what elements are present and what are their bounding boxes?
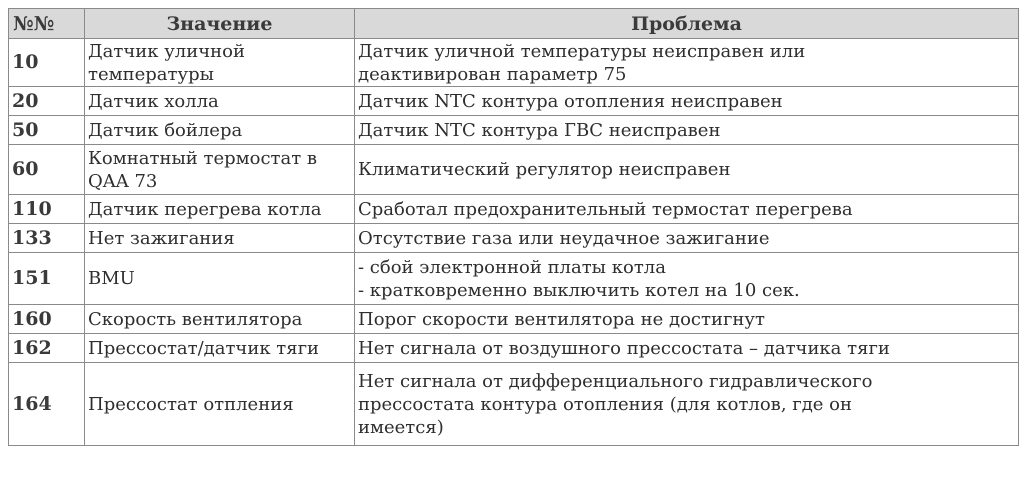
row-value-line: Скорость вентилятора xyxy=(88,308,303,330)
row-code: 162 xyxy=(9,334,85,363)
table-row xyxy=(9,305,1019,334)
row-value xyxy=(85,116,355,145)
table-header-row xyxy=(9,9,1019,39)
row-value xyxy=(85,195,355,224)
table-row xyxy=(9,224,1019,253)
row-problem-line: Датчик NTC контура отопления неисправен xyxy=(358,90,783,112)
row-problem-line: Порог скорости вентилятора не достигнут xyxy=(358,308,765,330)
row-value-line: Датчик перегрева котла xyxy=(88,198,322,220)
header-problem: Проблема xyxy=(355,9,1019,39)
row-value xyxy=(85,39,355,87)
row-value-line: температуры xyxy=(88,63,214,85)
table-row xyxy=(9,39,1019,87)
table-row xyxy=(9,145,1019,195)
row-problem-line: Нет сигнала от воздушного прессостата – датчика тяги xyxy=(358,337,890,359)
row-value-line: Датчик бойлера xyxy=(88,119,243,141)
row-problem-line: Датчик уличной температуры неисправен или xyxy=(358,40,806,62)
row-value xyxy=(85,363,355,446)
row-code: 151 xyxy=(9,253,85,305)
table-body xyxy=(9,39,1019,446)
row-code: 10 xyxy=(9,39,85,87)
table-row xyxy=(9,87,1019,116)
header-value: Значение xyxy=(85,9,355,39)
error-codes-table xyxy=(8,8,1019,446)
row-code: 164 xyxy=(9,363,85,446)
row-problem-line: Отсутствие газа или неудачное зажигание xyxy=(358,227,770,249)
error-codes-table-container xyxy=(8,8,1018,446)
row-value-line: QAA 73 xyxy=(88,170,158,192)
table-row xyxy=(9,253,1019,305)
row-problem-line: Нет сигнала от дифференциального гидравлического xyxy=(358,370,873,392)
table-row xyxy=(9,116,1019,145)
row-problem-line: прессостата контура отопления (для котлов, где он xyxy=(358,393,852,415)
row-problem-line: деактивирован параметр 75 xyxy=(358,63,627,85)
row-value-line: Прессостат/датчик тяги xyxy=(88,337,320,359)
row-code: 60 xyxy=(9,145,85,195)
table-row xyxy=(9,363,1019,446)
row-value xyxy=(85,87,355,116)
row-problem xyxy=(355,116,1019,145)
row-problem-line: - кратковременно выключить котел на 10 сек. xyxy=(358,279,800,301)
table-row xyxy=(9,195,1019,224)
row-code: 50 xyxy=(9,116,85,145)
row-value-line: Датчик уличной xyxy=(88,40,245,62)
row-problem xyxy=(355,195,1019,224)
row-value xyxy=(85,334,355,363)
row-code: 160 xyxy=(9,305,85,334)
row-code: 20 xyxy=(9,87,85,116)
row-value xyxy=(85,224,355,253)
row-problem xyxy=(355,253,1019,305)
row-problem-line: Сработал предохранительный термостат перегрева xyxy=(358,198,853,220)
row-value xyxy=(85,253,355,305)
row-problem-line: Датчик NTC контура ГВС неисправен xyxy=(358,119,721,141)
row-code: 110 xyxy=(9,195,85,224)
header-number: №№ xyxy=(9,9,85,39)
row-value-line: Нет зажигания xyxy=(88,227,235,249)
row-code: 133 xyxy=(9,224,85,253)
row-problem xyxy=(355,334,1019,363)
row-problem xyxy=(355,363,1019,446)
row-value-line: Прессостат отпления xyxy=(88,393,294,415)
row-value-line: Датчик холла xyxy=(88,90,219,112)
row-value xyxy=(85,305,355,334)
row-problem-line: имеется) xyxy=(358,416,444,438)
row-problem xyxy=(355,305,1019,334)
row-problem-line: Климатический регулятор неисправен xyxy=(358,159,731,180)
row-problem xyxy=(355,39,1019,87)
row-problem xyxy=(355,224,1019,253)
row-value-line: BMU xyxy=(88,268,135,289)
table-row xyxy=(9,334,1019,363)
row-problem xyxy=(355,87,1019,116)
row-value-line: Комнатный термостат в xyxy=(88,147,318,169)
row-value xyxy=(85,145,355,195)
row-problem xyxy=(355,145,1019,195)
row-problem-line: - сбой электронной платы котла xyxy=(358,256,666,278)
